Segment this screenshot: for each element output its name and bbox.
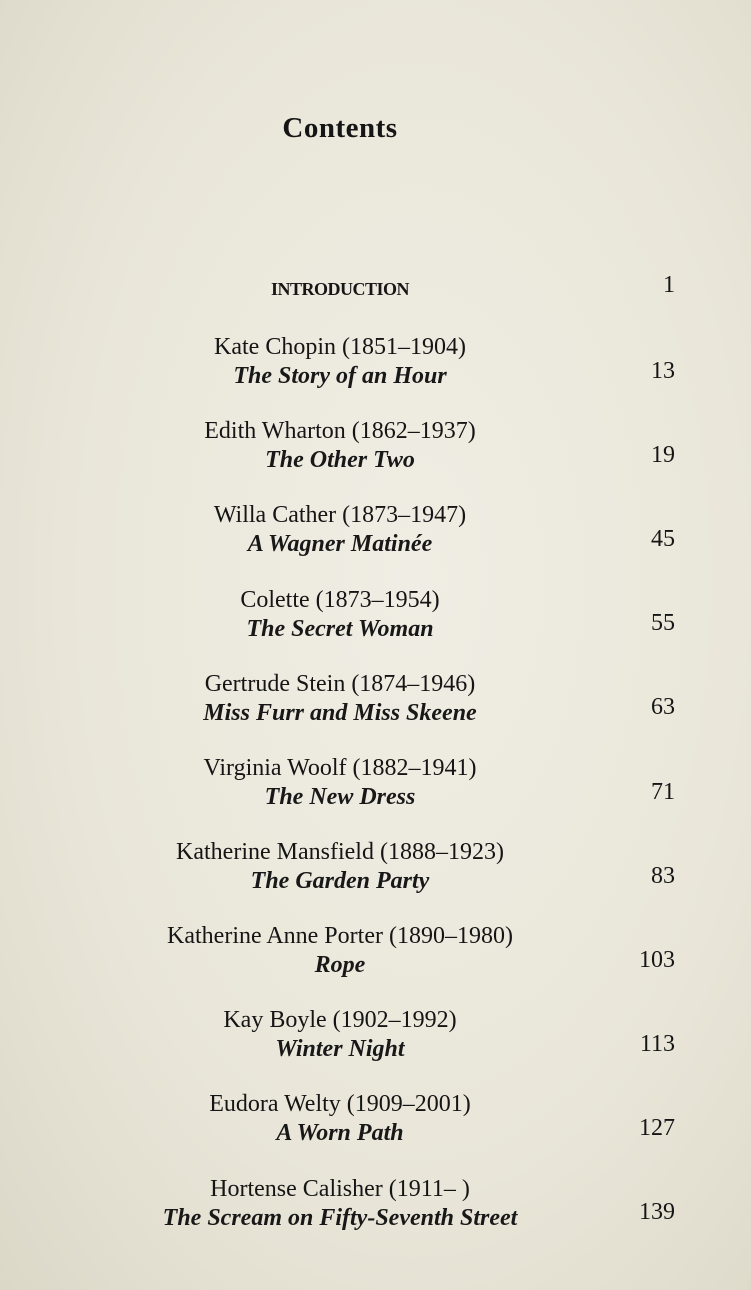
entry-title: The Story of an Hour: [233, 363, 447, 389]
entry-title: Rope: [314, 952, 366, 978]
entry-page-number: 83: [651, 863, 675, 889]
entry-page-number: 71: [651, 779, 675, 805]
contents-heading: Contents: [282, 112, 398, 144]
toc-entry: [0, 501, 680, 559]
toc-entry: [0, 1175, 680, 1233]
entry-author: Virginia Woolf (1882–1941): [203, 755, 477, 781]
entry-title: The Scream on Fifty-Seventh Street: [162, 1205, 518, 1231]
toc-entry: [0, 754, 680, 812]
entry-page-number: 19: [651, 442, 675, 468]
entry-page-number: 139: [639, 1199, 675, 1225]
entry-author: Katherine Mansfield (1888–1923): [176, 839, 504, 865]
entry-title: The Garden Party: [250, 868, 430, 894]
entry-page-number: 45: [651, 526, 675, 552]
toc-entry: [0, 1006, 680, 1064]
entry-title: The New Dress: [264, 784, 416, 810]
entry-page-number: 55: [651, 610, 675, 636]
entry-author: Edith Wharton (1862–1937): [204, 418, 476, 444]
entry-title: A Wagner Matinée: [247, 531, 433, 557]
entry-page-number: 63: [651, 694, 675, 720]
entry-author: Kay Boyle (1902–1992): [223, 1007, 457, 1033]
entry-page-number: 113: [639, 1031, 675, 1057]
introduction-label: INTRODUCTION: [270, 279, 410, 299]
entry-title: Winter Night: [275, 1036, 405, 1062]
entry-title: The Secret Woman: [246, 616, 434, 642]
toc-entry: [0, 670, 680, 728]
entry-author: Gertrude Stein (1874–1946): [204, 671, 476, 697]
entry-page-number: 103: [639, 947, 675, 973]
toc-entry: [0, 1090, 680, 1148]
entry-author: Eudora Welty (1909–2001): [209, 1091, 471, 1117]
toc-entry: [0, 586, 680, 644]
entry-title: Miss Furr and Miss Skeene: [203, 700, 477, 726]
entry-author: Hortense Calisher (1911– ): [210, 1176, 470, 1202]
entry-author: Kate Chopin (1851–1904): [214, 334, 466, 360]
toc-entry: [0, 922, 680, 980]
toc-entry: [0, 333, 680, 391]
entry-author: Willa Cather (1873–1947): [213, 502, 467, 528]
entry-page-number: 13: [651, 358, 675, 384]
toc-entry: [0, 417, 680, 475]
entry-title: A Worn Path: [276, 1120, 404, 1146]
entry-author: Colette (1873–1954): [240, 587, 440, 613]
entry-author: Katherine Anne Porter (1890–1980): [167, 923, 513, 949]
entry-page-number: 127: [639, 1115, 675, 1141]
introduction-page-number: 1: [663, 272, 675, 298]
entry-title: The Other Two: [265, 447, 415, 473]
toc-entry: [0, 838, 680, 896]
